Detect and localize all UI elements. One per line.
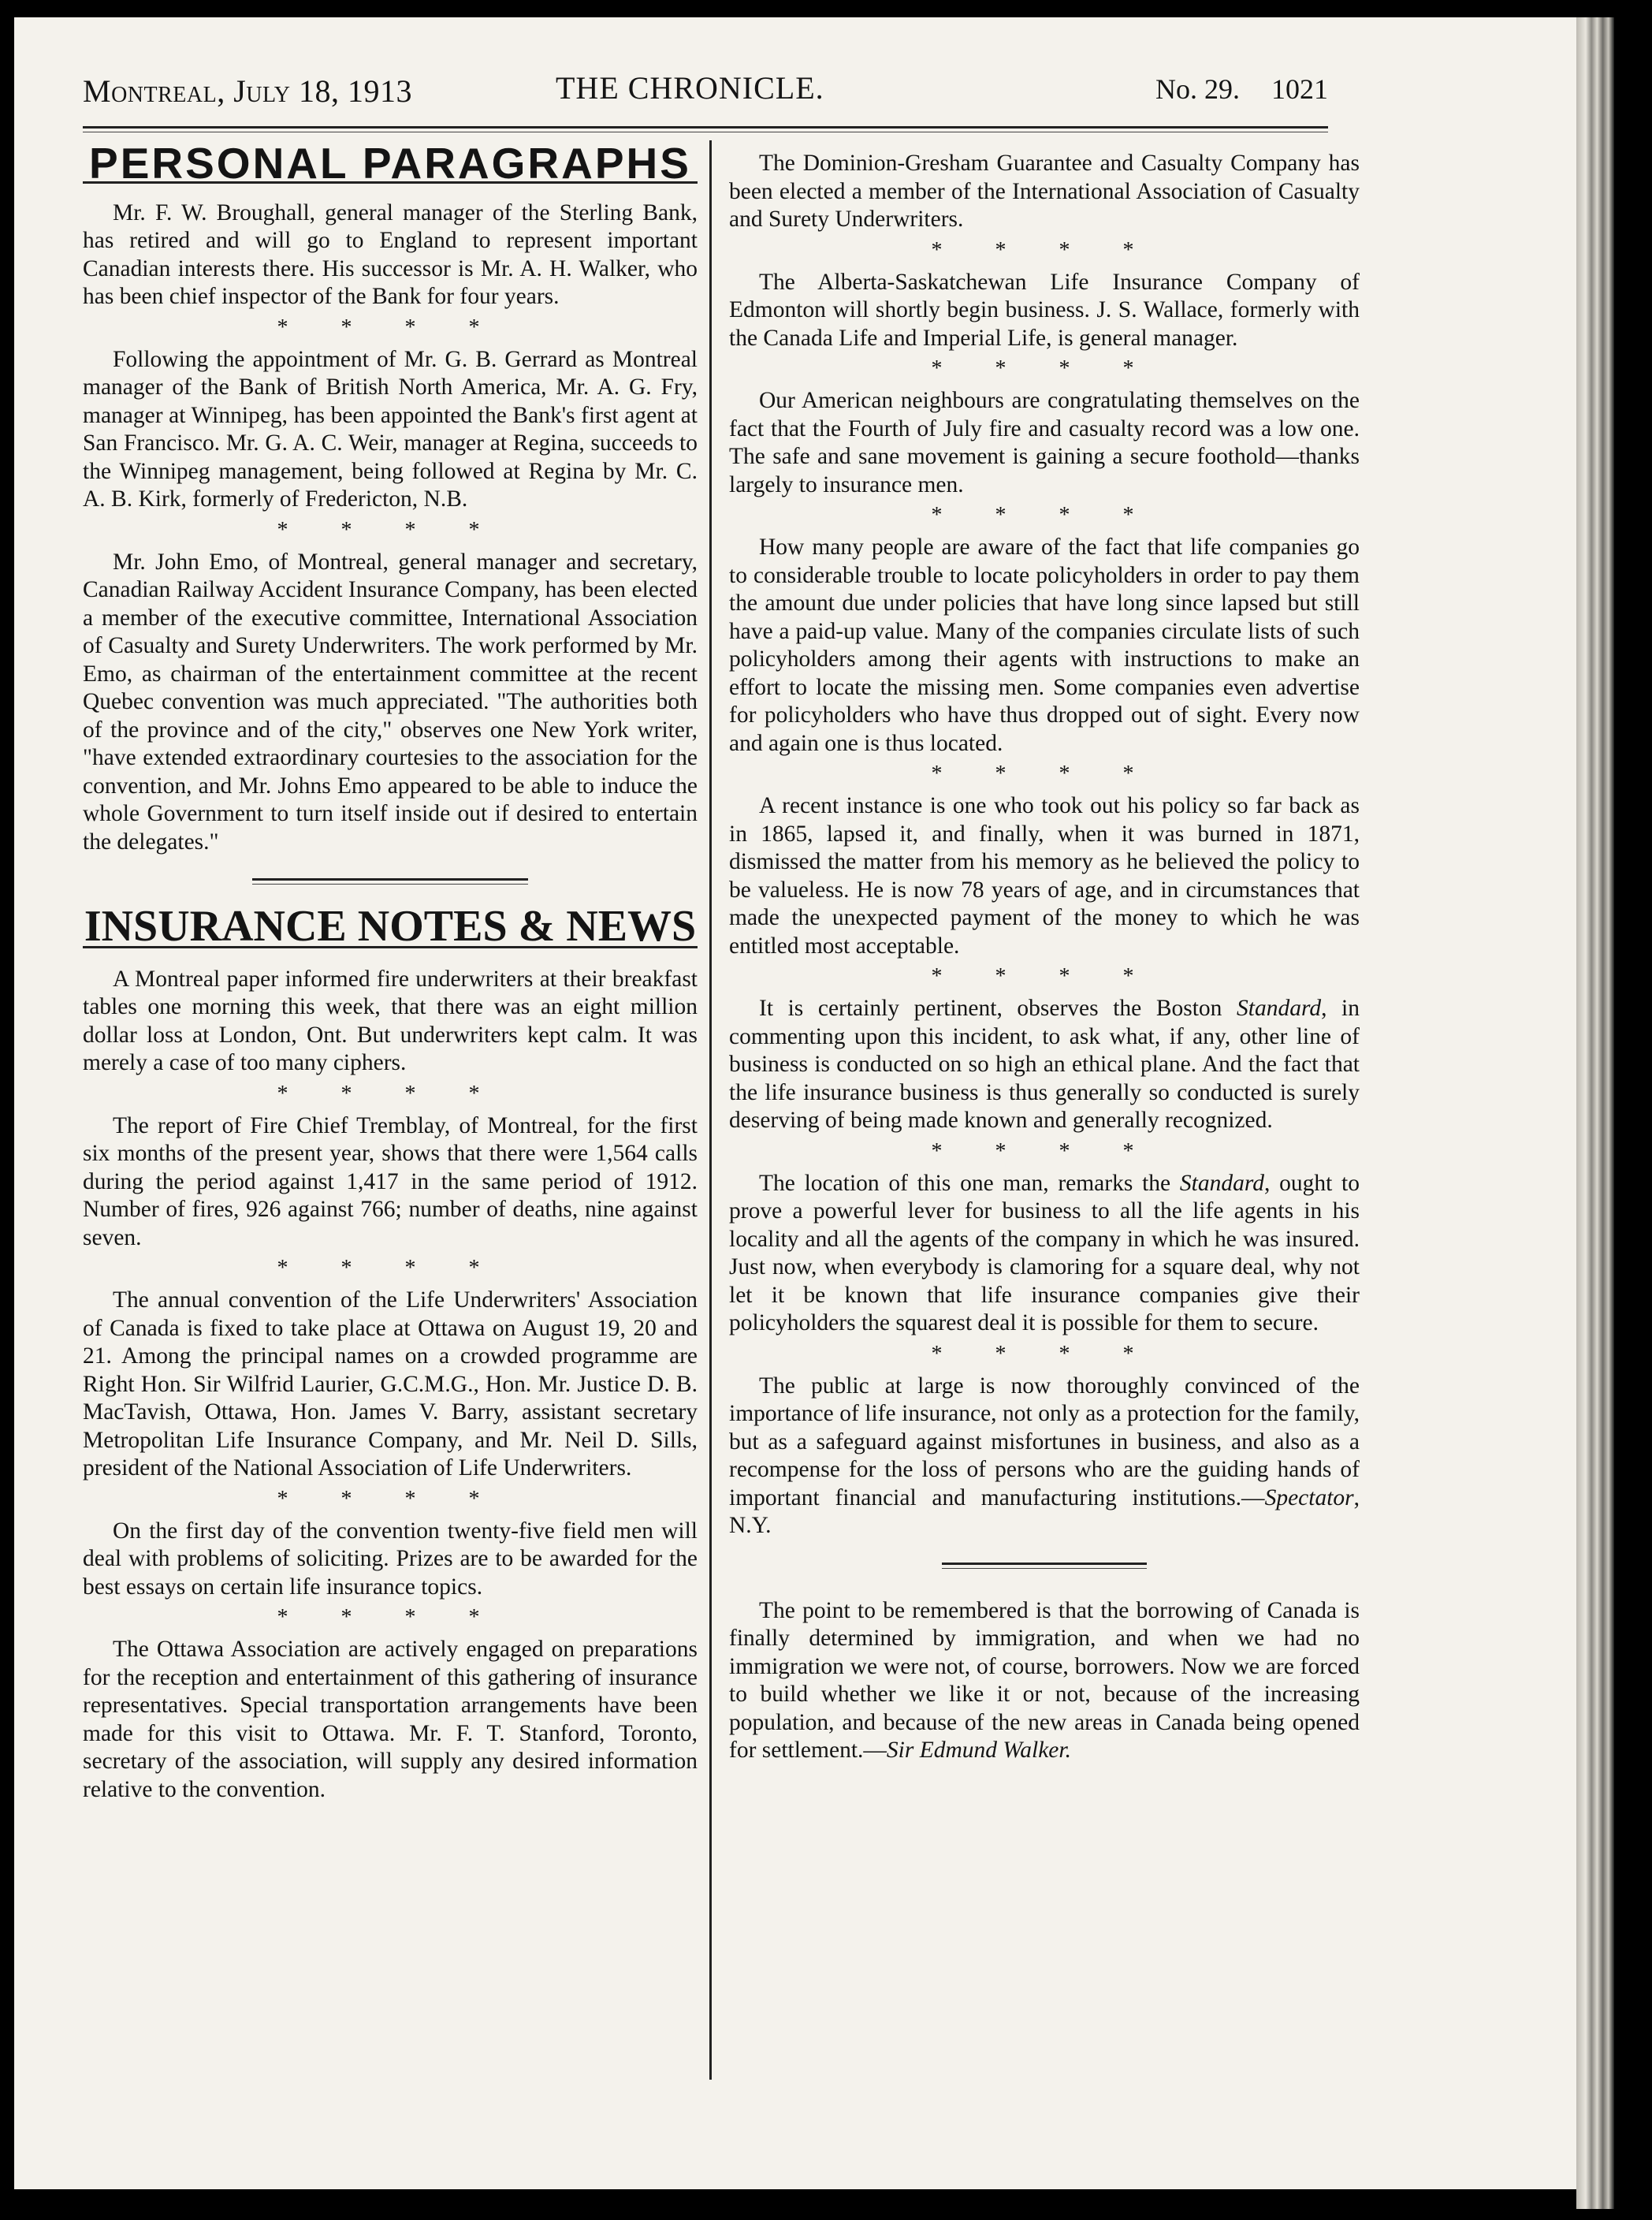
right-column — [729, 150, 1360, 1776]
section-stars: * * * * — [277, 1605, 504, 1630]
italic-run: Standard — [1237, 996, 1322, 1021]
header-issue — [1155, 73, 1328, 106]
section-divider — [252, 878, 528, 885]
section-stars: * * * * — [277, 517, 504, 542]
insurance-notes-heading: INSURANCE NOTES & NEWS — [84, 902, 697, 951]
section-stars: * * * * — [931, 503, 1158, 527]
italic-run: Standard — [1179, 1170, 1264, 1196]
paragraph: How many people are aware of the fact that life companies go to considerable trouble to locate policyholders in order to pay them the amount due under policies that have long since lapsed but still have a paid-up value. Many of the companies circulate lists of such policyholders among their agents with instructions to make an effort to locate the missing men. Some companies even advertise for policyholders who have thus dropped out of sight. Every now and again one is thus located. — [729, 535, 1360, 756]
paragraph: The annual convention of the Life Underwriters' Association of Canada is fixed to take place at Ottawa on August 19, 20 and 21. Among the principal names on a crowded programme are Right Hon. Sir Wilfrid Laurier, G.C.M.G., Hon. Mr. Justice D. B. MacTavish, Ottawa, Hon. James V. Barry, assistant secretary Metropolitan Life Insurance Company, and Mr. Neil D. Sills, president of the National Association of Life Underwriters. — [83, 1287, 698, 1481]
section-stars: * * * * — [931, 1138, 1158, 1164]
paragraph: On the first day of the convention twenty-five field men will deal with problems of soliciting. Prizes are to be awarded for the best essays on certain life insurance topics. — [83, 1518, 698, 1600]
paragraph: Following the appointment of Mr. G. B. Gerrard as Montreal manager of the Bank of British North America, Mr. A. G. Fry, manager at Winnipeg, has been appointed the Bank's first agent at San Francisco. Mr. G. A. C. Weir, manager at Regina, succeeds to the Winnipeg management, being followed at Regina by Mr. C. A. B. Kirk, formerly of Fredericton, N.B. — [83, 346, 698, 512]
section-stars: * * * * — [931, 1341, 1158, 1366]
paragraph: The Ottawa Association are actively engaged on preparations for the reception and entertainment of this gathering of insurance representatives. Special transportation arrangements have been made for this visit to Ottawa. Mr. F. T. Stanford, Toronto, secretary of the association, will supply any desired information relative to the convention. — [83, 1637, 698, 1802]
paragraph: The Dominion-Gresham Guarantee and Casualty Company has been elected a member of the International Association of Casualty and Surety Underwriters. — [729, 151, 1360, 232]
header-publication: THE CHRONICLE. — [556, 70, 824, 106]
italic-run: Sir Edmund Walker. — [886, 1738, 1071, 1763]
section-stars: * * * * — [277, 315, 504, 340]
running-header — [83, 69, 1328, 109]
section-stars: * * * * — [931, 356, 1158, 381]
paragraph — [729, 995, 1360, 1135]
header-place-date: Montreal, July 18, 1913 — [83, 73, 413, 109]
text-run: The location of this one man, remarks the — [759, 1170, 1180, 1196]
section-divider — [942, 1563, 1147, 1569]
text-run: The point to be remembered is that the borrowing of Canada is finally determined by immigration, and when we had no immigration we were not, of course, borrowers. Now we are forced to build whether we like it or not, because of the increasing population, and because of the new areas in Canada being opened for settlement.— — [729, 1597, 1360, 1763]
paragraph: Mr. John Emo, of Montreal, general manager and secretary, Canadian Railway Accident Insurance Company, has been elected a member of the executive committee, International Association of Casualty and Surety Underwriters. The work performed by Mr. Emo, as chairman of the entertainment committee at the recent Quebec convention was much appreciated. "The authorities both of the province and of the city," observes one New York writer, "have extended extraordinary courtesies to the association for the convention, and Mr. Johns Emo appeared to be able to induce the whole Government to turn itself inside out if desired to entertain the delegates." — [83, 549, 698, 855]
paragraph: Mr. F. W. Broughall, general manager of the Sterling Bank, has retired and will go to England to represent important Canadian interests there. His successor is Mr. A. H. Walker, who has been chief inspector of the Bank for four years. — [83, 199, 698, 309]
header-page-no: 1021 — [1271, 73, 1328, 105]
section-stars: * * * * — [277, 1486, 504, 1511]
column-divider — [709, 140, 712, 2080]
left-column — [83, 139, 698, 1815]
paragraph: A Montreal paper informed fire underwriters at their breakfast tables one morning this week, that there was an eight million dollar loss at London, Ont. But underwriters kept calm. It was merely a case of too many ciphers. — [83, 966, 698, 1075]
text-run: It is certainly pertinent, observes the Boston — [759, 996, 1237, 1021]
text-run: , N.Y. — [729, 1484, 1360, 1538]
paragraph: The Alberta-Saskatchewan Life Insurance Company of Edmonton will shortly begin business. J. S. Wallace, formerly with the Canada Life and Imperial Life, is general manager. — [729, 269, 1360, 351]
header-issue-no: No. 29. — [1155, 73, 1240, 105]
section-stars: * * * * — [931, 762, 1158, 786]
paragraph — [729, 1373, 1360, 1540]
text-run: The public at large is now thoroughly convinced of the importance of life insurance, not only as a protection for the family, but as a safeguard against misfortunes in business, and also as a recompense for the loss of persons who are the guiding hands of important financial and manufacturing institutions.— — [729, 1373, 1360, 1510]
paragraph: Our American neighbours are congratulating themselves on the fact that the Fourth of July fire and casualty record was a low one. The safe and sane movement is gaining a secure foothold—thanks largely to insurance men. — [729, 388, 1360, 497]
text-run: , ought to prove a powerful lever for business to all the life agents in his locality and all the agents of the company in which he was insured. Just now, when everybody is clamoring for a square deal, why not let it be known that life insurance companies give their policyholders the squarest deal it is possible for them to secure. — [729, 1170, 1360, 1335]
paragraph — [729, 1170, 1360, 1338]
section-stars: * * * * — [931, 237, 1158, 263]
paragraph: A recent instance is one who took out his policy so far back as in 1865, lapsed it, and finally, when it was burned in 1871, dismissed the matter from his memory as he believed the policy to be valueless. He is now 78 years of age, and in circumstances that made the unexpected payment of the money to which he was entitled most acceptable. — [729, 793, 1360, 959]
personal-paragraphs-heading: PERSONAL PARAGRAPHS — [83, 150, 698, 184]
book-binding-edge — [1576, 17, 1614, 2209]
paragraph — [729, 1597, 1360, 1765]
text-run: , in commenting upon this incident, to ask what, if any, other line of business is conducted on so high an ethical plane. And the fact that the life insurance business is thus generally so conducted is surely deserving of being made known and generally recognized. — [729, 996, 1360, 1133]
section-stars: * * * * — [277, 1256, 504, 1280]
section-stars: * * * * — [277, 1081, 504, 1106]
italic-run: Spectator — [1264, 1484, 1354, 1510]
paragraph: The report of Fire Chief Tremblay, of Montreal, for the first six months of the present year, shows that there were 1,564 calls during the period against 1,417 in the same period of 1912. Number of fires, 926 against 766; number of deaths, nine against seven. — [83, 1112, 698, 1250]
header-rule — [83, 126, 1328, 129]
section-stars: * * * * — [931, 964, 1158, 989]
